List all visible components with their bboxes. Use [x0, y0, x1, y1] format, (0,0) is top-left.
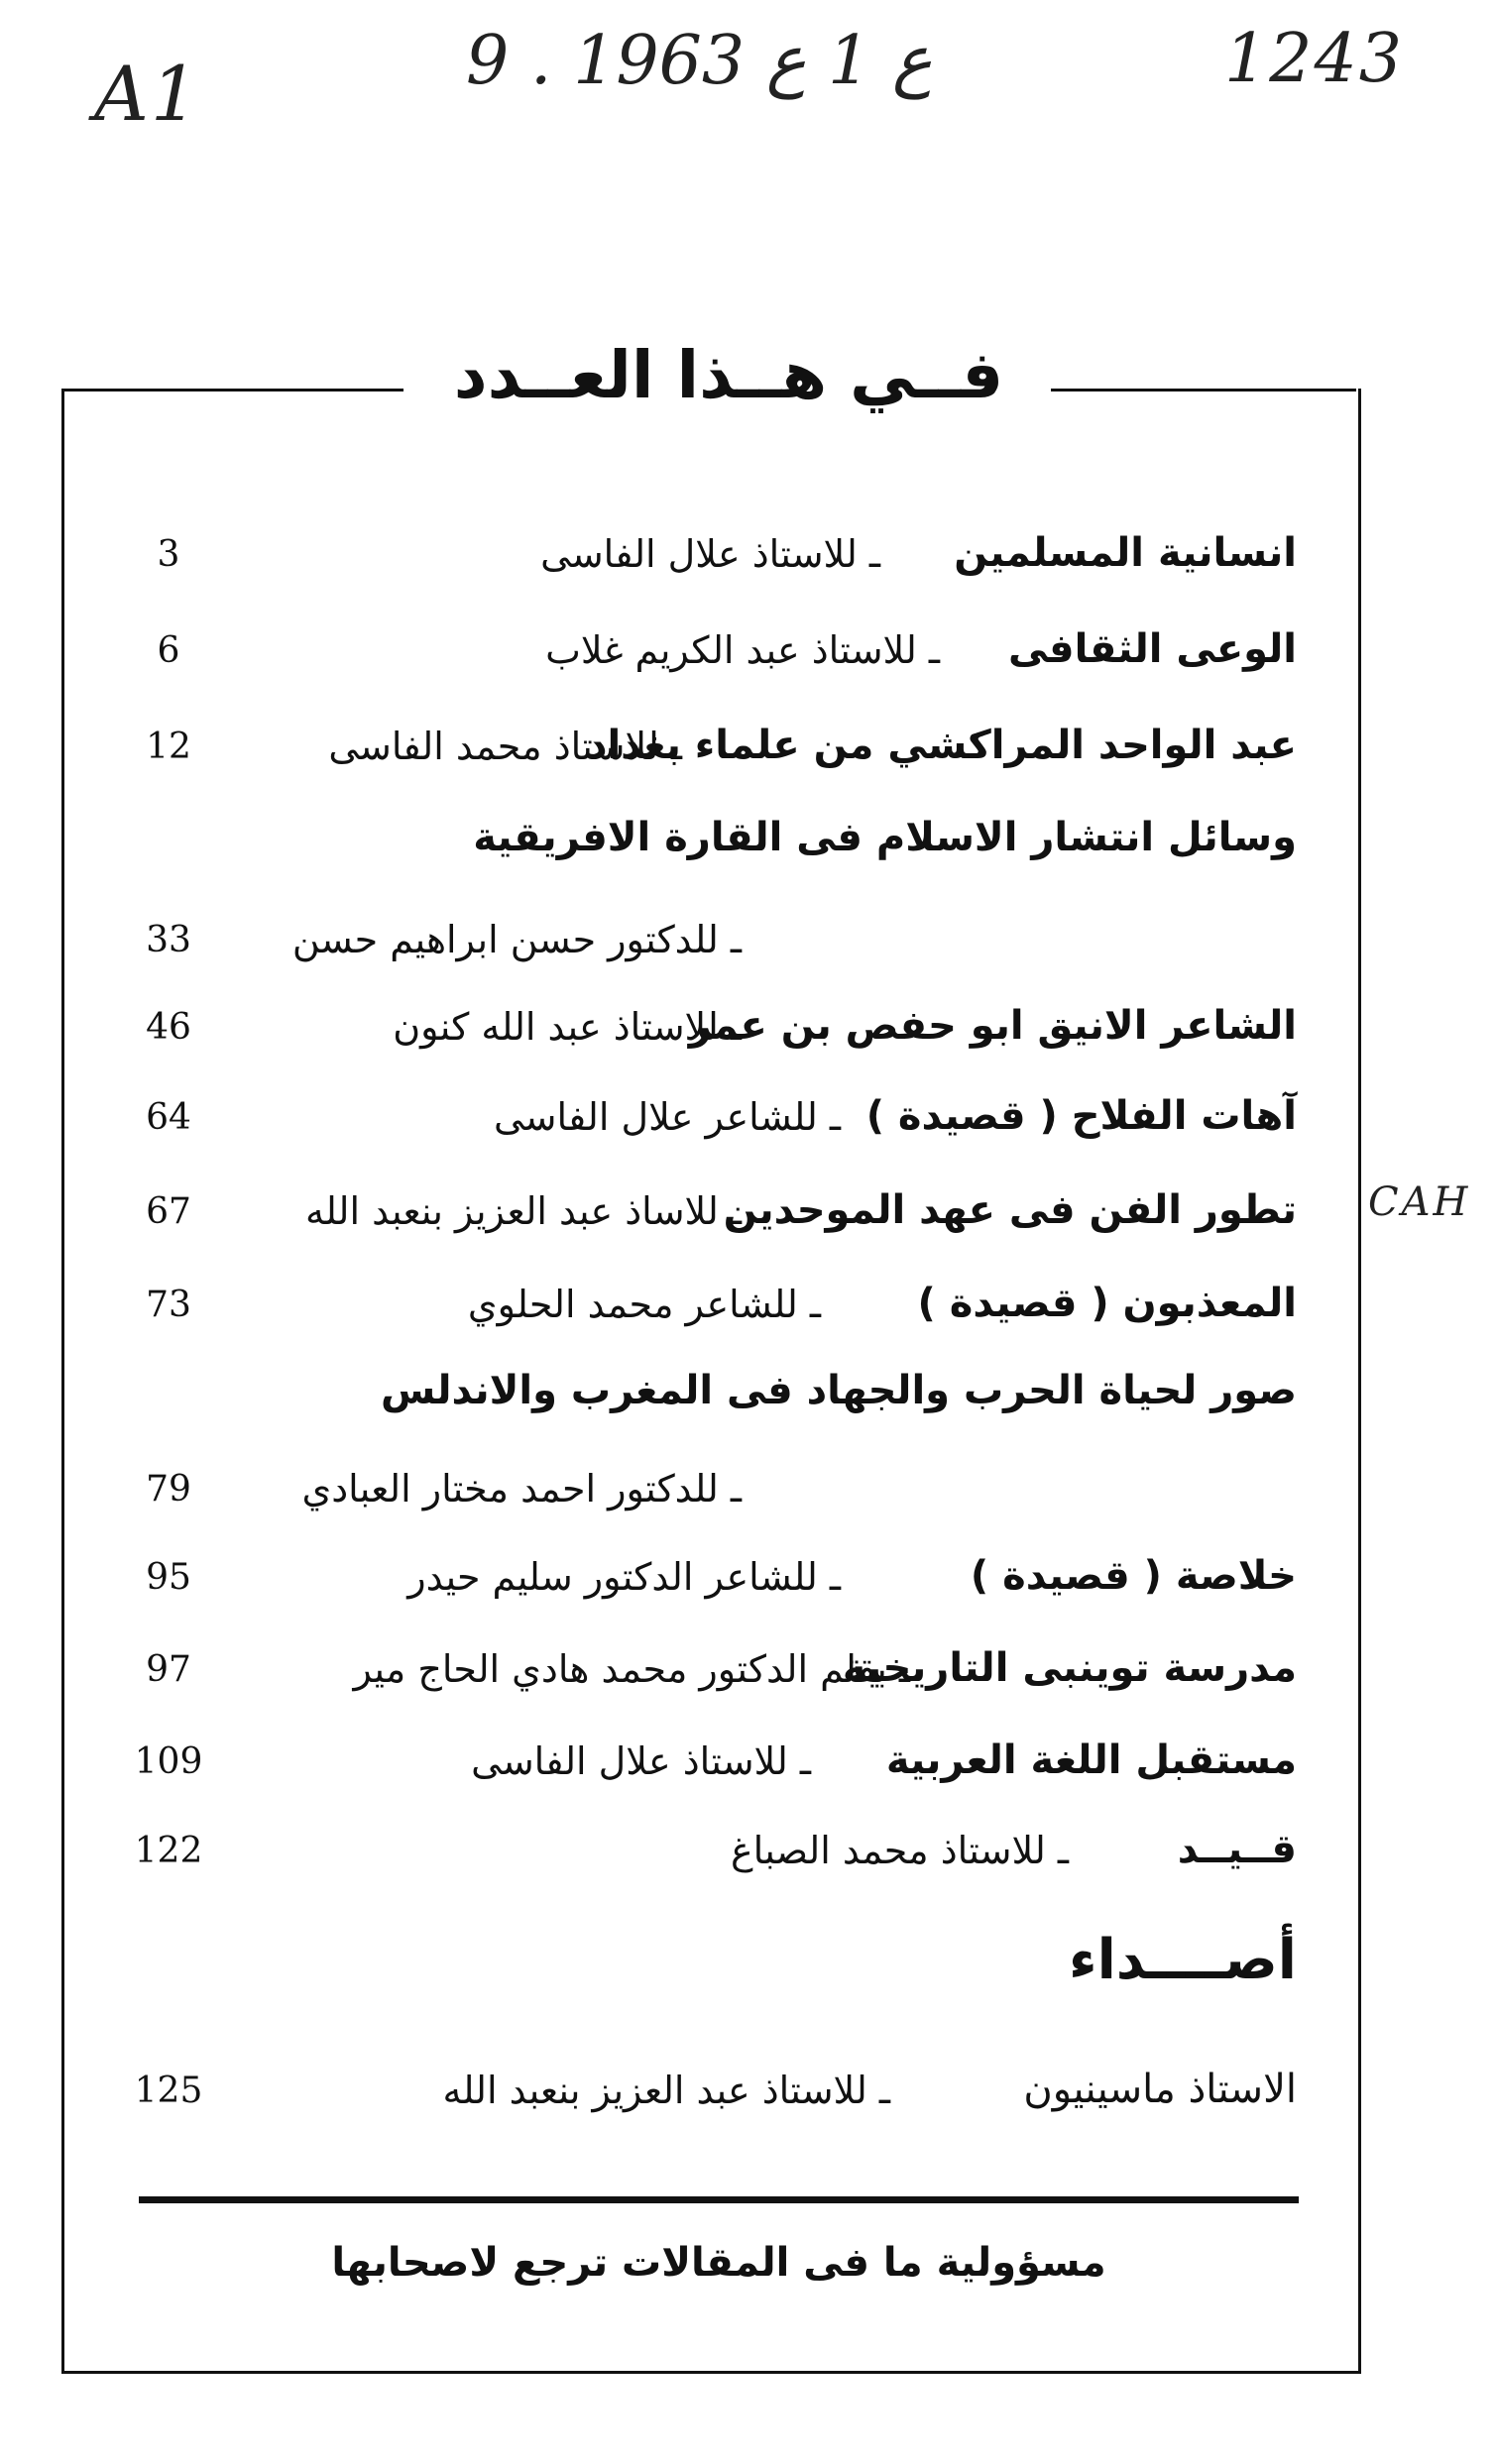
entry-page: 64 [146, 1097, 191, 1138]
entry-page: 97 [146, 1649, 191, 1690]
entry-author: ـ للدكتور حسن ابراهيم حسن [291, 918, 742, 961]
entry-page: 46 [146, 1007, 191, 1048]
entry-page: 3 [157, 534, 180, 575]
entry-title: مستقبل اللغة العربية [885, 1737, 1297, 1783]
section-heading: أصــــداء [1068, 1928, 1297, 1992]
entry-title: وسائل انتشار الاسلام فى القارة الافريقية [473, 815, 1297, 860]
toc-entry [129, 1093, 1297, 1163]
toc-entry [129, 1645, 1297, 1715]
toc-entry [129, 815, 1297, 884]
entry-author: ـ للاستاذ محمد الصباغ [730, 1829, 1069, 1872]
toc-entry [129, 1553, 1297, 1623]
entry-page: 95 [146, 1557, 191, 1598]
entry-title: صور لحياة الحرب والجهاد فى المغرب والاندلس [380, 1368, 1297, 1413]
toc-entry [129, 723, 1297, 792]
entry-page: 122 [134, 1831, 203, 1871]
toc-entry [129, 1737, 1297, 1807]
entry-title: قــيــد [1177, 1827, 1297, 1872]
toc-entry [129, 530, 1297, 600]
entry-title: تطور الفن فى عهد الموحدين [723, 1187, 1297, 1233]
toc-entry [129, 2067, 1297, 2136]
entry-title: الوعى الثقافى [1007, 626, 1297, 672]
entry-author: ـ للاستاذ عبد الله كنون [393, 1005, 742, 1049]
handwritten-margin-note: CAH [1368, 1179, 1471, 1225]
entry-title: خلاصة ( قصيدة ) [970, 1553, 1297, 1599]
toc-entry [129, 916, 1297, 985]
handwritten-date: 9 . ع 1 ع 1963 [466, 22, 933, 100]
handwritten-reference: A1 [94, 50, 201, 138]
entry-page: 33 [146, 920, 191, 960]
toc-entry [129, 1003, 1297, 1072]
entry-title: الشاعر الانيق ابو حفص بن عمر [688, 1003, 1297, 1049]
entry-page: 67 [146, 1191, 191, 1232]
bottom-rule [139, 2196, 1299, 2203]
entry-page: 73 [146, 1285, 191, 1325]
entry-title: الاستاذ ماسينيون [1023, 2067, 1297, 2112]
entry-author: ـ للاساذ عبد العزيز بنعبد الله [304, 1189, 742, 1233]
frame-top-rule-right [1051, 389, 1356, 392]
entry-title: مدرسة توينبى التاريخية [842, 1645, 1297, 1691]
toc-title: فــي هــذا العــدد [453, 337, 1004, 413]
entry-author: ـ للاستاذ علال الفاسى [540, 532, 880, 576]
toc-entry [129, 1281, 1297, 1350]
toc-entry [129, 1368, 1297, 1437]
toc-entry [129, 1465, 1297, 1534]
toc-entry [129, 1827, 1297, 1896]
entry-page: 109 [134, 1741, 203, 1782]
entry-author: ـ للاستاذ علال الفاسى [471, 1739, 811, 1783]
toc-entry [129, 1187, 1297, 1257]
entry-title: انسانية المسلمين [954, 530, 1297, 576]
disclaimer: مسؤولية ما فى المقالات ترجع لاصحابها [331, 2240, 1106, 2286]
entry-title: المعذبون ( قصيدة ) [917, 1281, 1297, 1326]
entry-author: ـ للشاعر محمد الحلوي [467, 1283, 821, 1326]
handwritten-number: 1243 [1224, 20, 1405, 98]
frame-top-rule-left [61, 389, 403, 392]
entry-title: آهات الفلاح ( قصيدة ) [865, 1093, 1297, 1139]
entry-author: ـ للاستاذ محمد الفاسى [328, 725, 682, 768]
entry-author: ـ للشاعر علال الفاسى [493, 1095, 841, 1139]
toc-entry [129, 626, 1297, 696]
entry-page: 6 [157, 630, 180, 671]
entry-author: ـ للشاعر الدكتور سليم حيدر [407, 1555, 841, 1599]
entry-page: 12 [146, 727, 191, 767]
entry-author: ـ للاستاذ عبد العزيز بنعبد الله [442, 2069, 890, 2112]
entry-author: ـ بقلم الدكتور محمد هادي الحاج مير [353, 1647, 910, 1691]
entry-page: 125 [134, 2071, 203, 2111]
entry-title: عبد الواحد المراكشي من علماء بغداد [586, 723, 1297, 768]
entry-author: ـ للدكتور احمد مختار العبادي [301, 1467, 742, 1511]
entry-page: 79 [146, 1469, 191, 1510]
entry-author: ـ للاستاذ عبد الكريم غلاب [545, 628, 940, 672]
